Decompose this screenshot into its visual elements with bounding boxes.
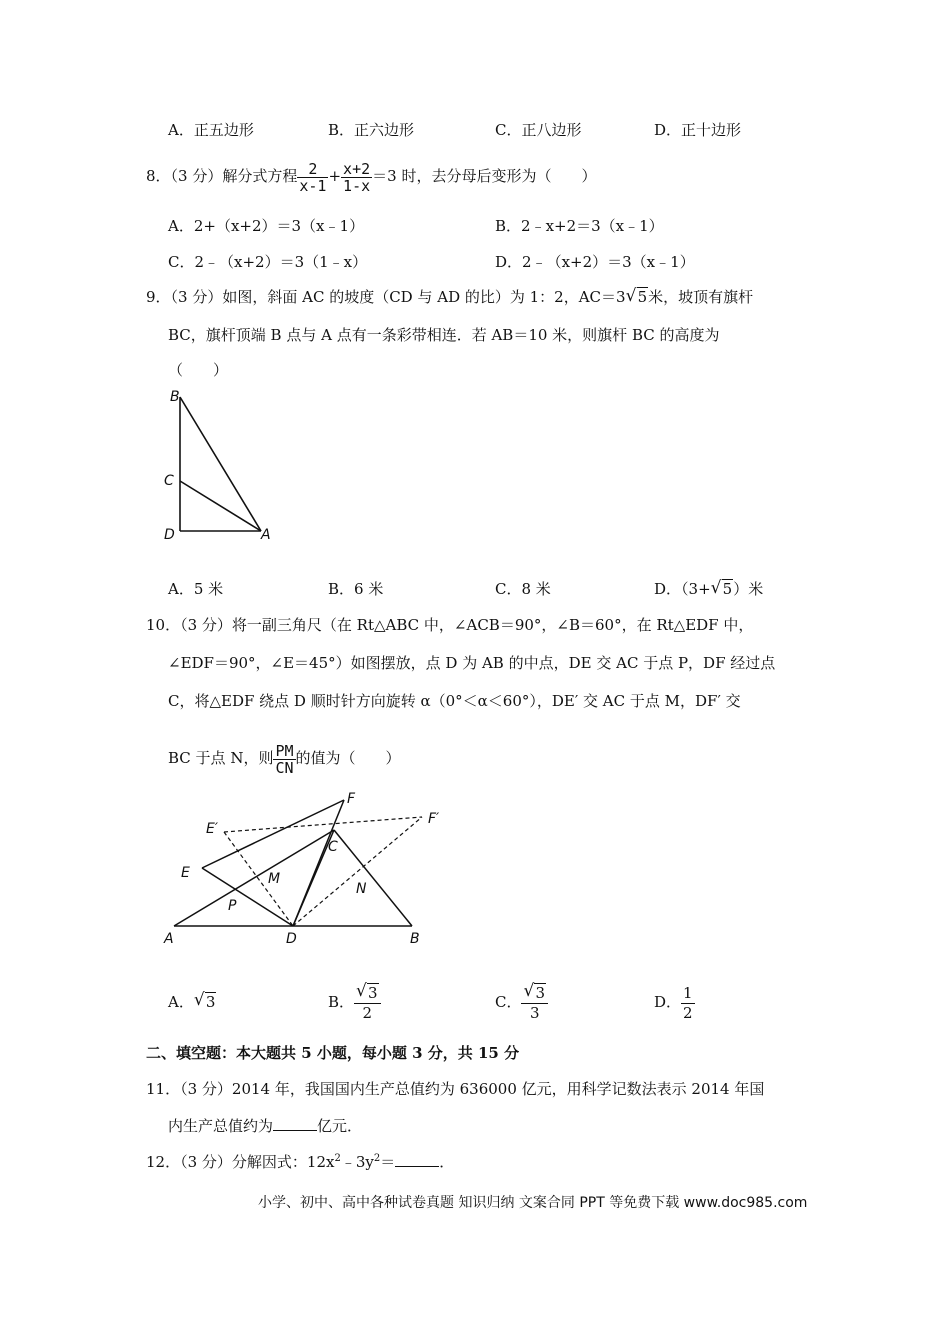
q10-label-n: N [356,881,367,897]
q8-stem: 8．（3 分）解分式方程 $\frac{2}{x-1}$ + $\frac{x+2}{1-x}$ ＝3 时，去分母后变形为（ ） [146,159,597,195]
q9-label-b: B [170,389,180,405]
q11-line1: 11．（3 分）2014 年，我国国内生产总值约为 636000 亿元，用科学记数法表示 2014 年国 [146,1080,765,1098]
q8-option-c: C．2﹣（x+2）＝3（1﹣x） [168,253,368,271]
q9-option-c: C．8 米 [495,580,551,598]
q10-line1: 10．（3 分）将一副三角尺（在 Rt△ABC 中，∠ACB＝90°，∠B＝60°，在 Rt△EDF 中， [146,616,754,634]
q10-label-f1: F′ [428,811,440,827]
q11-line2: 内生产总值约为 亿元． [168,1117,363,1135]
q8-option-d: D．2﹣（x+2）＝3（x﹣1） [495,253,695,271]
q7-option-a: A．正五边形 [168,121,254,139]
q10-label-a: A [164,931,174,947]
q7-option-c: C．正八边形 [495,121,582,139]
q10-line3: C，将△EDF 绕点 D 顺时针方向旋转 α（0°＜α＜60°），DE′ 交 AC 于点 M，DF′ 交 [168,692,741,710]
q9-label-a: A [261,527,271,543]
q8-option-b: B．2﹣x+2＝3（x﹣1） [495,217,664,235]
q8-option-a: A．2+（x+2）＝3（x﹣1） [168,217,365,235]
q10-option-b: B． √ 3 2 [328,981,381,1023]
q9-label-c: C [164,473,174,489]
q10-label-p: P [228,898,237,914]
q10-label-m: M [268,871,281,887]
q12-line: 12．（3 分）分解因式：$12x^2﹣3y^2=$ ． [146,1153,455,1171]
page-footer: 小学、初中、高中各种试卷真题 知识归纳 文案合同 PPT 等免费下载 www.doc985.com [258,1195,808,1211]
q9-line-ba [180,397,261,531]
q9-line1: 9．（3 分）如图，斜面 AC 的坡度（CD 与 AD 的比）为 1：2，AC＝3 √ 5米，坡顶有旗杆 [146,286,754,306]
q10-option-a: A． √ 3 [168,990,216,1011]
q9-line3: （ ） [168,361,229,379]
q10-label-b: B [410,931,420,947]
q9-sqrt: √ 5 [625,286,648,306]
q9-label-d: D [164,527,175,543]
q7-option-b: B．正六边形 [328,121,415,139]
q10-option-c: C． √ 3 3 [495,981,548,1023]
q9-option-d: D．（3+ √ 5）米 [654,578,764,598]
q10-label-f: F [347,791,356,807]
q10-option-d: D． $\frac{1}{2}$ [654,983,693,1022]
q10-label-e: E [181,865,190,881]
q10-line2: ∠EDF＝90°，∠E＝45°）如图摆放，点 D 为 AB 的中点，DE 交 AC 于点 P，DF 经过点 [168,654,776,672]
q10-line-e1f1 [224,817,422,832]
q10-line-df [293,800,344,926]
q10-figure [160,785,460,950]
q7-option-d: D．正十边形 [654,121,742,139]
q9-line-ca [180,481,261,531]
q8-fraction-1: $\frac{2}{x-1}$ [299,159,327,195]
q10-fraction: $\frac{PM}{CN}$ [275,741,294,777]
section-heading: 二、填空题：本大题共 5 小题，每小题 3 分，共 15 分 [146,1044,520,1062]
q12-answer-blank [395,1154,439,1167]
q9-option-a: A．5 米 [168,580,224,598]
q9-line2: BC，旗杆顶端 B 点与 A 点有一条彩带相连．若 AB＝10 米，则旗杆 BC 的高度为 [168,326,720,344]
q10-label-d: D [286,931,297,947]
q11-answer-blank [273,1118,317,1131]
q10-label-c: C [328,839,338,855]
q10-line4: BC 于点 N，则 $\frac{PM}{CN}$ 的值为（ ） [168,741,401,777]
q9-figure [158,385,278,545]
q10-line-cb [334,830,412,926]
q8-fraction-2: $\frac{x+2}{1-x}$ [343,159,371,195]
q10-line-df1 [293,817,422,926]
q10-label-e1: E′ [206,821,219,837]
q9-option-b: B．6 米 [328,580,384,598]
